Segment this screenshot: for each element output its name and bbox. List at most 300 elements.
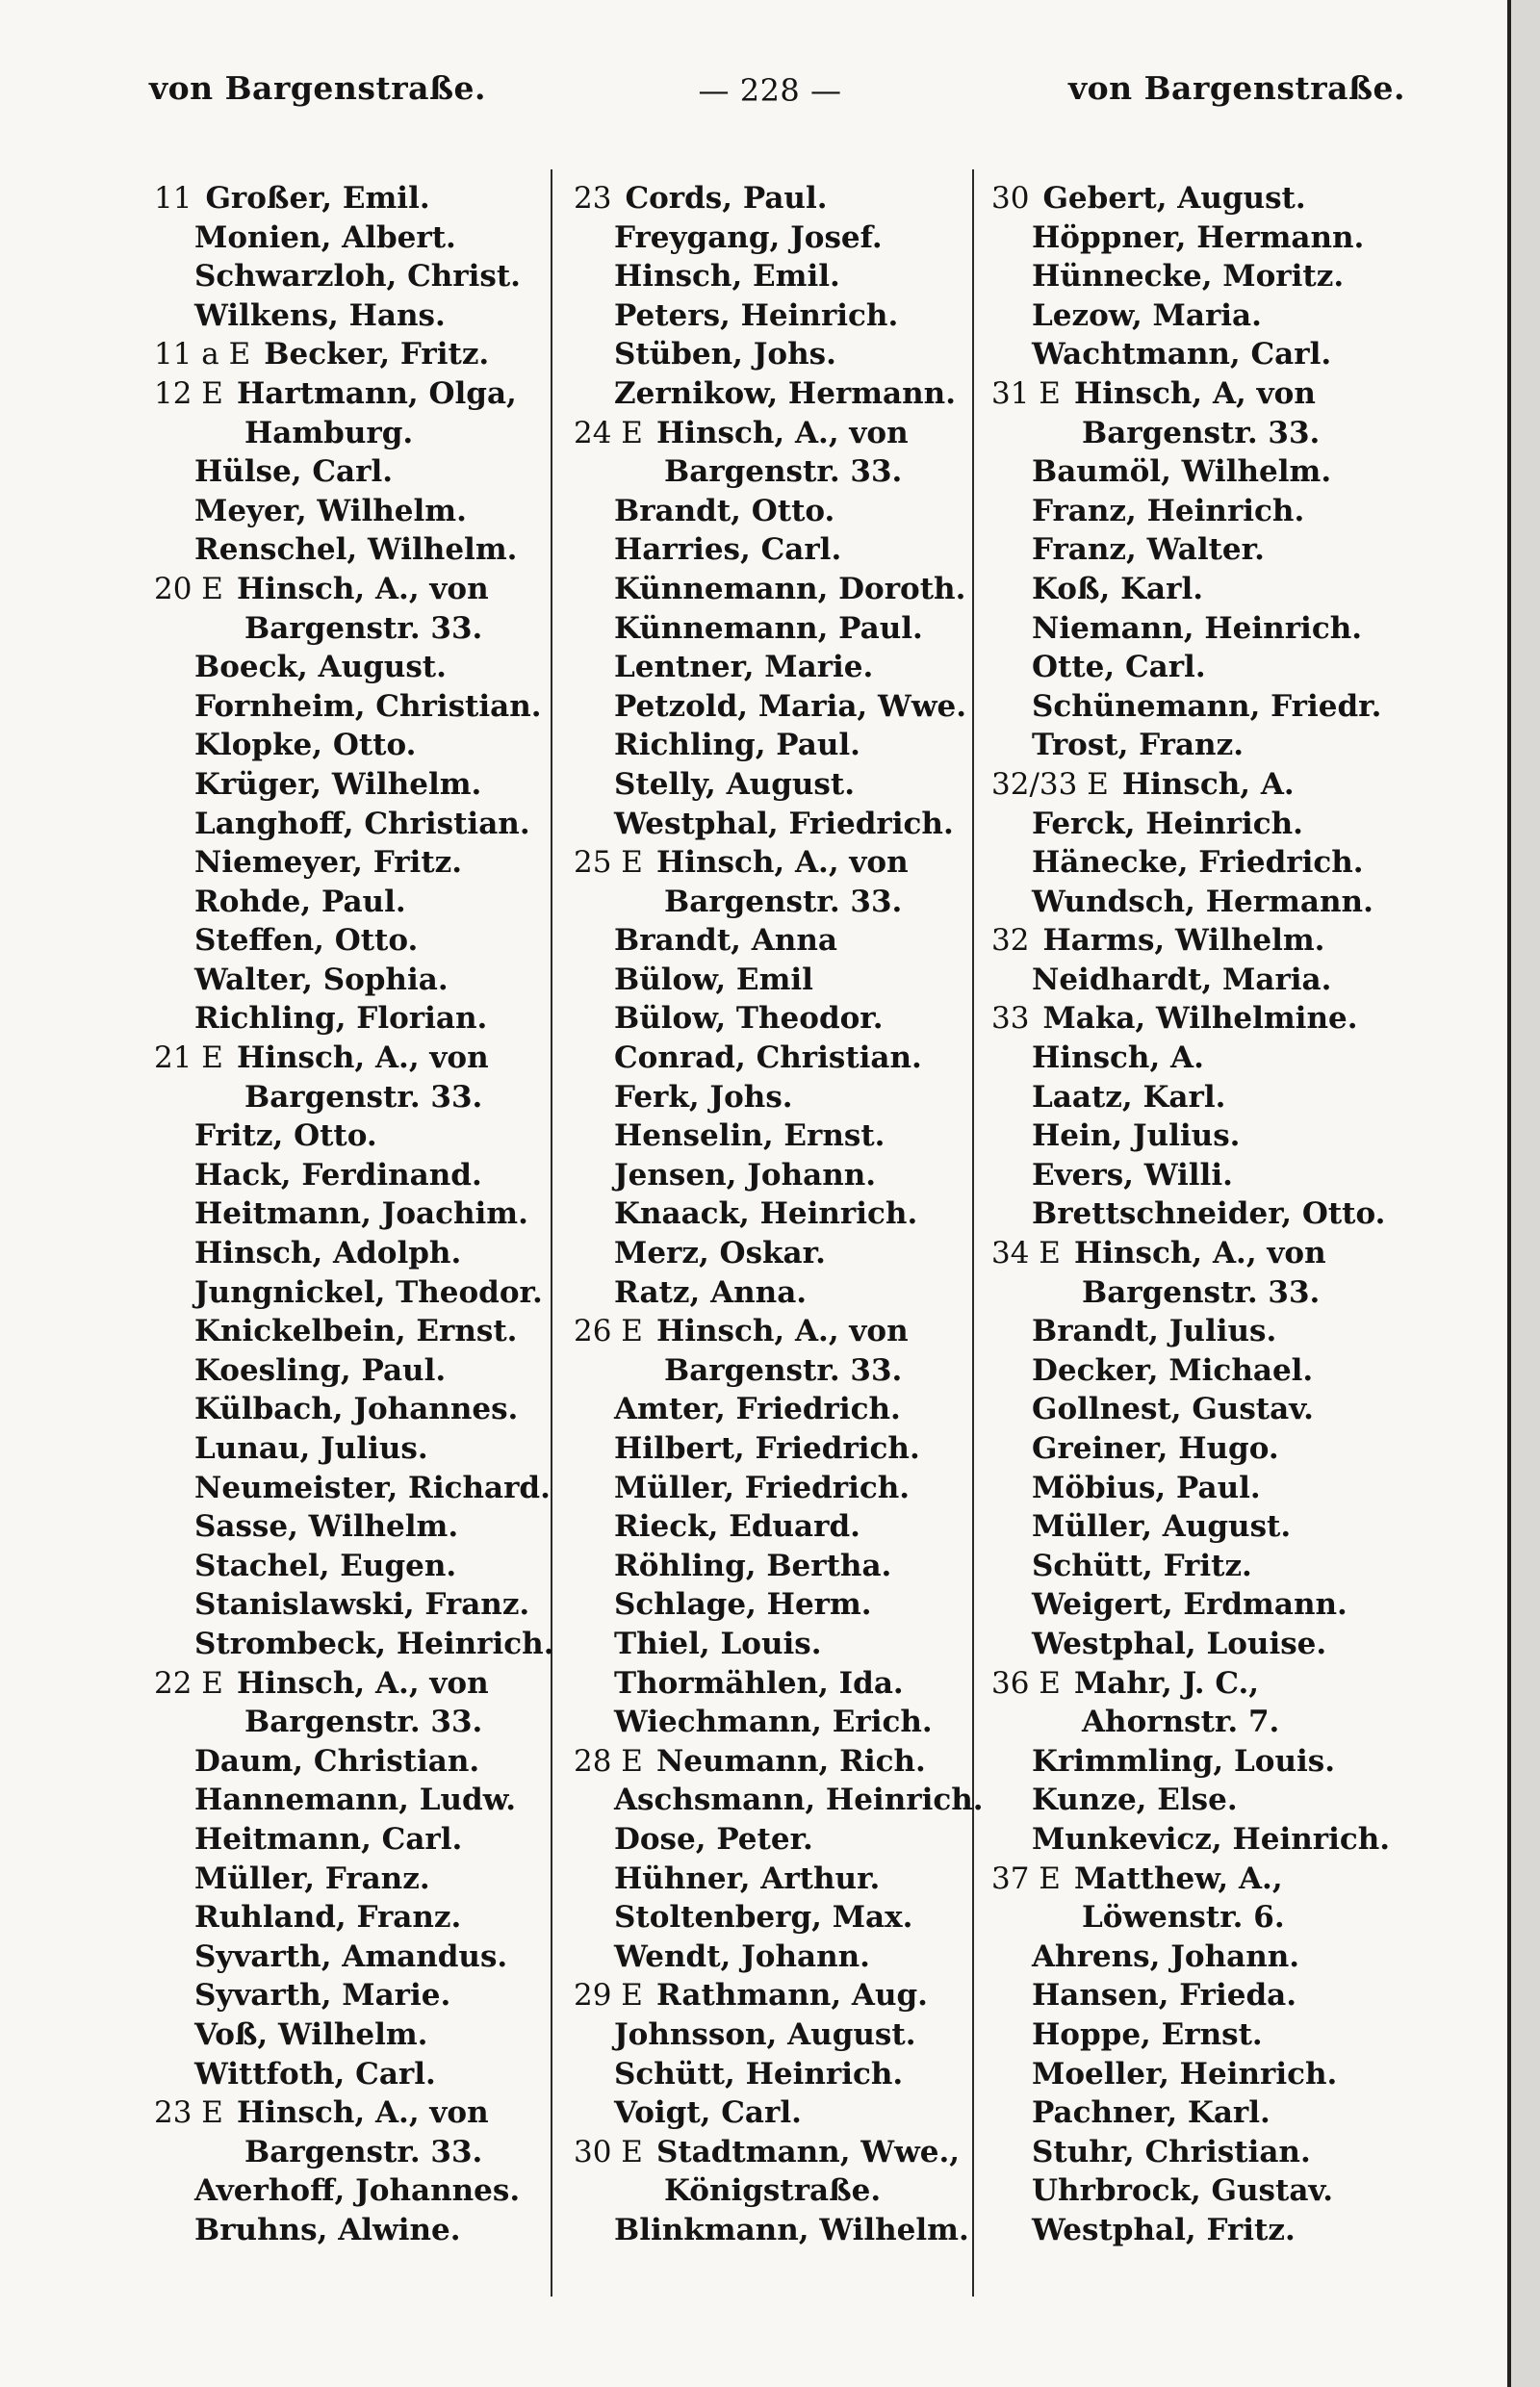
- running-header-right: von Bargenstraße.: [1068, 69, 1406, 107]
- directory-entry: [574, 1039, 988, 1078]
- directory-entry: [574, 492, 988, 531]
- directory-entry: [991, 1116, 1396, 1156]
- directory-entry: [574, 2133, 988, 2172]
- directory-entry: [574, 1938, 988, 1977]
- resident-name: Neumeister, Richard.: [194, 1470, 551, 1505]
- resident-name: Hühner, Arthur.: [614, 1861, 881, 1896]
- directory-entry: [574, 335, 988, 374]
- directory-entry: [154, 648, 539, 687]
- directory-entry: [991, 530, 1396, 570]
- directory-entry: [991, 1156, 1396, 1195]
- resident-name: Ferck, Heinrich.: [1032, 806, 1303, 841]
- house-number: 23: [574, 181, 612, 216]
- entry-continuation: Hamburg.: [244, 415, 414, 450]
- house-number: 29 E: [574, 1978, 643, 2014]
- resident-name: Greiner, Hugo.: [1032, 1431, 1279, 1466]
- directory-entry: [574, 1078, 988, 1117]
- resident-name: Hinsch, A., von: [236, 571, 489, 606]
- directory-entry: [574, 609, 988, 649]
- house-number: 20 E: [154, 571, 223, 606]
- resident-name: Stüben, Johs.: [614, 337, 836, 372]
- directory-entry: [154, 2093, 539, 2133]
- resident-name: Cords, Paul.: [625, 181, 828, 216]
- resident-name: Külbach, Johannes.: [194, 1392, 519, 1427]
- directory-entry: [574, 1860, 988, 1899]
- directory-entry: [154, 765, 539, 805]
- directory-entry: [574, 1703, 988, 1742]
- resident-name: Ratz, Anna.: [614, 1274, 808, 1310]
- resident-name: Stoltenberg, Max.: [614, 1900, 913, 1936]
- directory-entry: [991, 2015, 1396, 2055]
- directory-entry: [574, 1469, 988, 1508]
- resident-name: Uhrbrock, Gustav.: [1032, 2173, 1334, 2209]
- resident-name: Syvarth, Amandus.: [194, 1938, 508, 1974]
- directory-entry: [154, 726, 539, 765]
- directory-entry: [154, 1234, 539, 1273]
- resident-name: Stachel, Eugen.: [194, 1548, 457, 1583]
- resident-name: Müller, August.: [1032, 1509, 1292, 1545]
- column-2: [574, 179, 988, 2249]
- resident-name: Krimmling, Louis.: [1032, 1743, 1336, 1779]
- directory-entry: [154, 1976, 539, 2015]
- directory-entry: [154, 1547, 539, 1586]
- directory-entry: [991, 1820, 1396, 1860]
- entry-continuation: Bargenstr. 33.: [664, 454, 903, 490]
- resident-name: Gebert, August.: [1042, 181, 1306, 216]
- resident-name: Langhoff, Christian.: [194, 806, 530, 841]
- directory-entry: [991, 1547, 1396, 1586]
- resident-name: Bülow, Theodor.: [614, 1001, 884, 1037]
- resident-name: Laatz, Karl.: [1032, 1079, 1226, 1115]
- resident-name: Hilbert, Friedrich.: [614, 1431, 920, 1466]
- resident-name: Henselin, Ernst.: [614, 1118, 886, 1154]
- directory-entry: [154, 2015, 539, 2055]
- directory-entry: [154, 1116, 539, 1156]
- resident-name: Schütt, Fritz.: [1032, 1548, 1252, 1583]
- directory-entry: [574, 530, 988, 570]
- directory-entry: [154, 1390, 539, 1429]
- resident-name: Stanislawski, Franz.: [194, 1587, 530, 1623]
- directory-entry: [991, 1507, 1396, 1547]
- directory-entry: [991, 1234, 1396, 1273]
- resident-name: Harms, Wilhelm.: [1042, 923, 1325, 959]
- resident-name: Rieck, Eduard.: [614, 1509, 860, 1545]
- directory-entry: [991, 335, 1396, 374]
- resident-name: Aschsmann, Heinrich.: [614, 1783, 984, 1818]
- directory-entry: [154, 1781, 539, 1820]
- entry-continuation: Bargenstr. 33.: [664, 884, 903, 919]
- house-number: 28 E: [574, 1743, 643, 1779]
- resident-name: Fritz, Otto.: [194, 1118, 377, 1154]
- resident-name: Baumöl, Wilhelm.: [1032, 454, 1332, 490]
- resident-name: Trost, Franz.: [1032, 728, 1244, 763]
- house-number: 36 E: [991, 1665, 1061, 1701]
- directory-entry: [991, 1585, 1396, 1625]
- running-header-left: von Bargenstraße.: [149, 69, 487, 107]
- resident-name: Hartmann, Olga,: [236, 375, 517, 411]
- directory-entry: [574, 414, 988, 453]
- directory-entry: [574, 2055, 988, 2094]
- entry-continuation: Bargenstr. 33.: [1082, 1274, 1321, 1310]
- resident-name: Schwarzloh, Christ.: [194, 259, 521, 295]
- directory-entry: [574, 2015, 988, 2055]
- house-number: 31 E: [991, 375, 1061, 411]
- directory-entry: [154, 1312, 539, 1351]
- resident-name: Krüger, Wilhelm.: [194, 766, 482, 802]
- directory-entry: [154, 218, 539, 258]
- resident-name: Jensen, Johann.: [614, 1157, 877, 1193]
- resident-name: Peters, Heinrich.: [614, 297, 899, 333]
- house-number: 26 E: [574, 1314, 643, 1349]
- resident-name: Wendt, Johann.: [614, 1938, 870, 1974]
- directory-entry: [991, 999, 1396, 1039]
- entry-continuation: Bargenstr. 33.: [244, 1705, 483, 1740]
- directory-entry: [574, 452, 988, 492]
- directory-entry: [991, 179, 1396, 218]
- resident-name: Schlage, Herm.: [614, 1587, 872, 1623]
- resident-name: Boeck, August.: [194, 650, 447, 685]
- directory-entry: [991, 765, 1396, 805]
- resident-name: Müller, Franz.: [194, 1861, 430, 1896]
- directory-entry: [154, 1351, 539, 1391]
- directory-entry: [154, 1156, 539, 1195]
- directory-entry: [154, 296, 539, 336]
- directory-entry: [574, 1625, 988, 1664]
- directory-entry: [154, 1898, 539, 1938]
- directory-entry: [154, 1938, 539, 1977]
- resident-name: Knickelbein, Ernst.: [194, 1314, 518, 1349]
- directory-entry: [574, 2093, 988, 2133]
- resident-name: Koesling, Paul.: [194, 1352, 447, 1388]
- house-number: 32: [991, 923, 1030, 959]
- directory-entry: [154, 1625, 554, 1664]
- directory-entry: [574, 1742, 988, 1782]
- directory-entry: [991, 374, 1396, 414]
- directory-entry: [991, 257, 1396, 296]
- resident-name: Munkevicz, Heinrich.: [1032, 1821, 1391, 1857]
- directory-entry: [574, 1390, 988, 1429]
- entry-continuation: Königstraße.: [664, 2173, 882, 2209]
- directory-entry: [154, 1703, 539, 1742]
- directory-entry: [991, 296, 1396, 336]
- resident-name: Hinsch, A., von: [1073, 1236, 1326, 1271]
- entry-continuation: Bargenstr. 33.: [1082, 415, 1321, 450]
- directory-entry: [154, 2171, 539, 2211]
- directory-entry: [154, 1820, 539, 1860]
- resident-name: Lezow, Maria.: [1032, 297, 1262, 333]
- directory-entry: [154, 414, 539, 453]
- resident-name: Evers, Willi.: [1032, 1157, 1233, 1193]
- directory-entry: [574, 1156, 988, 1195]
- directory-entry: [154, 843, 539, 883]
- directory-entry: [991, 2133, 1396, 2172]
- resident-name: Hülse, Carl.: [194, 454, 394, 490]
- resident-name: Hinsch, A., von: [236, 1040, 489, 1076]
- resident-name: Stadtmann, Wwe.,: [655, 2134, 961, 2169]
- resident-name: Steffen, Otto.: [194, 923, 419, 959]
- resident-name: Hinsch, A.: [1032, 1040, 1204, 1076]
- directory-entry: [991, 961, 1396, 1000]
- page-edge-shadow: [1509, 0, 1540, 2387]
- resident-name: Wiechmann, Erich.: [614, 1705, 933, 1740]
- column-3: [991, 179, 1396, 2249]
- resident-name: Syvarth, Marie.: [194, 1978, 451, 2014]
- directory-entry: [154, 2133, 539, 2172]
- resident-name: Wundsch, Hermann.: [1032, 884, 1373, 919]
- resident-name: Harries, Carl.: [614, 532, 842, 568]
- column-divider-1: [551, 169, 552, 2297]
- resident-name: Mahr, J. C.,: [1073, 1665, 1260, 1701]
- resident-name: Voigt, Carl.: [614, 2095, 802, 2131]
- directory-entry: [574, 1585, 988, 1625]
- resident-name: Rohde, Paul.: [194, 884, 406, 919]
- directory-entry: [574, 1898, 988, 1938]
- resident-name: Künnemann, Paul.: [614, 610, 923, 646]
- entry-continuation: Bargenstr. 33.: [664, 1352, 903, 1388]
- directory-entry: [574, 296, 988, 336]
- directory-entry: [991, 1351, 1396, 1391]
- directory-entry: [574, 1664, 988, 1704]
- directory-entry: [991, 921, 1396, 961]
- directory-entry: [991, 1312, 1396, 1351]
- resident-name: Hinsch, A., von: [655, 845, 909, 881]
- resident-name: Heitmann, Carl.: [194, 1821, 463, 1857]
- directory-entry: [991, 218, 1396, 258]
- resident-name: Zernikow, Hermann.: [614, 375, 957, 411]
- directory-entry: [574, 218, 988, 258]
- directory-entry: [154, 1585, 539, 1625]
- resident-name: Weigert, Erdmann.: [1032, 1587, 1348, 1623]
- resident-name: Hinsch, A., von: [655, 415, 909, 450]
- directory-entry: [574, 805, 988, 844]
- house-number: 30 E: [574, 2134, 643, 2169]
- house-number: 33: [991, 1001, 1030, 1037]
- resident-name: Becker, Fritz.: [264, 337, 490, 372]
- resident-name: Hinsch, Emil.: [614, 259, 840, 295]
- directory-entry: [154, 999, 539, 1039]
- directory-entry: [154, 805, 539, 844]
- resident-name: Dose, Peter.: [614, 1821, 813, 1857]
- resident-name: Künnemann, Doroth.: [614, 571, 966, 606]
- resident-name: Hinsch, A, von: [1073, 375, 1316, 411]
- resident-name: Thiel, Louis.: [614, 1626, 822, 1661]
- directory-entry: [154, 374, 539, 414]
- resident-name: Heitmann, Joachim.: [194, 1196, 528, 1232]
- resident-name: Hansen, Frieda.: [1032, 1978, 1297, 2014]
- resident-name: Otte, Carl.: [1032, 650, 1206, 685]
- directory-entry: [574, 1312, 988, 1351]
- resident-name: Conrad, Christian.: [614, 1040, 922, 1076]
- resident-name: Westphal, Louise.: [1032, 1626, 1327, 1661]
- directory-entry: [991, 1860, 1396, 1899]
- resident-name: Gollnest, Gustav.: [1032, 1392, 1314, 1427]
- resident-name: Merz, Oskar.: [614, 1236, 826, 1271]
- resident-name: Hinsch, A., von: [236, 2095, 489, 2131]
- house-number: 37 E: [991, 1861, 1061, 1896]
- resident-name: Hünnecke, Moritz.: [1032, 259, 1345, 295]
- resident-name: Hein, Julius.: [1032, 1118, 1241, 1154]
- resident-name: Hoppe, Ernst.: [1032, 2016, 1263, 2052]
- resident-name: Walter, Sophia.: [194, 962, 449, 997]
- directory-entry: [154, 452, 539, 492]
- directory-entry: [991, 2171, 1396, 2211]
- resident-name: Hannemann, Ludw.: [194, 1783, 517, 1818]
- house-number: 11: [154, 181, 192, 216]
- directory-entry: [574, 179, 988, 218]
- resident-name: Niemann, Heinrich.: [1032, 610, 1363, 646]
- resident-name: Franz, Heinrich.: [1032, 493, 1305, 528]
- resident-name: Neumann, Rich.: [655, 1743, 926, 1779]
- directory-entry: [574, 883, 988, 922]
- resident-name: Decker, Michael.: [1032, 1352, 1314, 1388]
- resident-name: Wachtmann, Carl.: [1032, 337, 1332, 372]
- directory-entry: [991, 1742, 1396, 1782]
- directory-entry: [154, 570, 539, 609]
- resident-name: Koß, Karl.: [1032, 571, 1204, 606]
- directory-entry: [991, 1469, 1396, 1508]
- resident-name: Fornheim, Christian.: [194, 688, 542, 724]
- resident-name: Monien, Albert.: [194, 219, 456, 255]
- resident-name: Großer, Emil.: [205, 181, 430, 216]
- directory-entry: [991, 1938, 1396, 1977]
- directory-entry: [991, 1429, 1396, 1469]
- resident-name: Hack, Ferdinand.: [194, 1157, 482, 1193]
- house-number: 21 E: [154, 1040, 223, 1076]
- resident-name: Klopke, Otto.: [194, 728, 417, 763]
- directory-entry: [991, 2093, 1396, 2133]
- directory-entry: [991, 843, 1396, 883]
- directory-entry: [154, 609, 539, 649]
- resident-name: Moeller, Heinrich.: [1032, 2056, 1338, 2092]
- directory-entry: [574, 921, 988, 961]
- house-number: 25 E: [574, 845, 643, 881]
- resident-name: Stuhr, Christian.: [1032, 2134, 1311, 2169]
- resident-name: Brandt, Anna: [614, 923, 837, 959]
- directory-entry: [574, 648, 988, 687]
- directory-entry: [991, 609, 1396, 649]
- resident-name: Ruhland, Franz.: [194, 1900, 462, 1936]
- directory-entry: [154, 2211, 539, 2250]
- directory-entry: [991, 414, 1396, 453]
- directory-entry: [154, 961, 539, 1000]
- resident-name: Möbius, Paul.: [1032, 1470, 1261, 1505]
- directory-entry: [574, 843, 988, 883]
- directory-entry: [991, 2055, 1396, 2094]
- resident-name: Schünemann, Friedr.: [1032, 688, 1382, 724]
- resident-name: Ahrens, Johann.: [1032, 1938, 1300, 1974]
- directory-entry: [154, 1078, 539, 1117]
- directory-entry: [991, 570, 1396, 609]
- resident-name: Sasse, Wilhelm.: [194, 1509, 459, 1545]
- resident-name: Maka, Wilhelmine.: [1042, 1001, 1358, 1037]
- resident-name: Hänecke, Friedrich.: [1032, 845, 1364, 881]
- resident-name: Knaack, Heinrich.: [614, 1196, 918, 1232]
- resident-name: Renschel, Wilhelm.: [194, 532, 518, 568]
- directory-entry: [991, 1976, 1396, 2015]
- directory-entry: [991, 1194, 1396, 1234]
- directory-entry: [574, 1351, 988, 1391]
- resident-name: Brandt, Julius.: [1032, 1314, 1277, 1349]
- house-number: 30: [991, 181, 1030, 216]
- directory-entry: [991, 1039, 1396, 1078]
- directory-entry: [154, 1194, 539, 1234]
- resident-name: Bülow, Emil: [614, 962, 813, 997]
- resident-name: Voß, Wilhelm.: [194, 2016, 428, 2052]
- resident-name: Brandt, Otto.: [614, 493, 835, 528]
- resident-name: Amter, Friedrich.: [614, 1392, 901, 1427]
- directory-entry: [574, 570, 988, 609]
- resident-name: Thormählen, Ida.: [614, 1665, 904, 1701]
- directory-entry: [574, 1116, 988, 1156]
- directory-entry: [991, 2211, 1396, 2250]
- directory-entry: [991, 687, 1396, 727]
- directory-entry: [574, 2211, 988, 2250]
- directory-entry: [154, 179, 539, 218]
- resident-name: Matthew, A.,: [1073, 1861, 1283, 1896]
- directory-entry: [574, 1194, 988, 1234]
- directory-entry: [574, 374, 988, 414]
- directory-entry: [991, 1625, 1396, 1664]
- resident-name: Westphal, Fritz.: [1032, 2212, 1296, 2247]
- entry-continuation: Bargenstr. 33.: [244, 2134, 483, 2169]
- directory-entry: [991, 452, 1396, 492]
- resident-name: Niemeyer, Fritz.: [194, 845, 463, 881]
- resident-name: Daum, Christian.: [194, 1743, 480, 1779]
- entry-continuation: Bargenstr. 33.: [244, 1079, 483, 1115]
- resident-name: Bruhns, Alwine.: [194, 2212, 461, 2247]
- house-number: 11 a E: [154, 337, 251, 372]
- directory-entry: [991, 805, 1396, 844]
- resident-name: Neidhardt, Maria.: [1032, 962, 1332, 997]
- resident-name: Rathmann, Aug.: [655, 1978, 928, 2014]
- resident-name: Lentner, Marie.: [614, 650, 874, 685]
- resident-name: Lunau, Julius.: [194, 1431, 428, 1466]
- directory-entry: [154, 883, 539, 922]
- directory-entry: [154, 335, 539, 374]
- directory-entry: [154, 1429, 539, 1469]
- directory-entry: [154, 2055, 539, 2094]
- resident-name: Hinsch, Adolph.: [194, 1236, 462, 1271]
- resident-name: Brettschneider, Otto.: [1032, 1196, 1386, 1232]
- entry-continuation: Bargenstr. 33.: [244, 610, 483, 646]
- house-number: 22 E: [154, 1665, 223, 1701]
- resident-name: Röhling, Bertha.: [614, 1548, 892, 1583]
- directory-entry: [991, 726, 1396, 765]
- directory-entry: [574, 961, 988, 1000]
- house-number: 32/33 E: [991, 766, 1109, 802]
- resident-name: Hinsch, A.: [1121, 766, 1295, 802]
- directory-entry: [574, 1234, 988, 1273]
- directory-entry: [574, 999, 988, 1039]
- resident-name: Hinsch, A., von: [236, 1665, 489, 1701]
- directory-entry: [991, 1078, 1396, 1117]
- directory-entry: [574, 726, 988, 765]
- directory-entry: [574, 2171, 988, 2211]
- resident-name: Westphal, Friedrich.: [614, 806, 954, 841]
- resident-name: Stelly, August.: [614, 766, 855, 802]
- directory-entry: [991, 1781, 1396, 1820]
- resident-name: Höppner, Hermann.: [1032, 219, 1365, 255]
- resident-name: Wilkens, Hans.: [194, 297, 446, 333]
- resident-name: Freygang, Josef.: [614, 219, 883, 255]
- directory-entry: [154, 492, 539, 531]
- resident-name: Schütt, Heinrich.: [614, 2056, 904, 2092]
- entry-continuation: Ahornstr. 7.: [1082, 1705, 1280, 1740]
- resident-name: Richling, Paul.: [614, 728, 860, 763]
- directory-entry: [574, 1781, 988, 1820]
- directory-entry: [154, 1469, 551, 1508]
- resident-name: Richling, Florian.: [194, 1001, 488, 1037]
